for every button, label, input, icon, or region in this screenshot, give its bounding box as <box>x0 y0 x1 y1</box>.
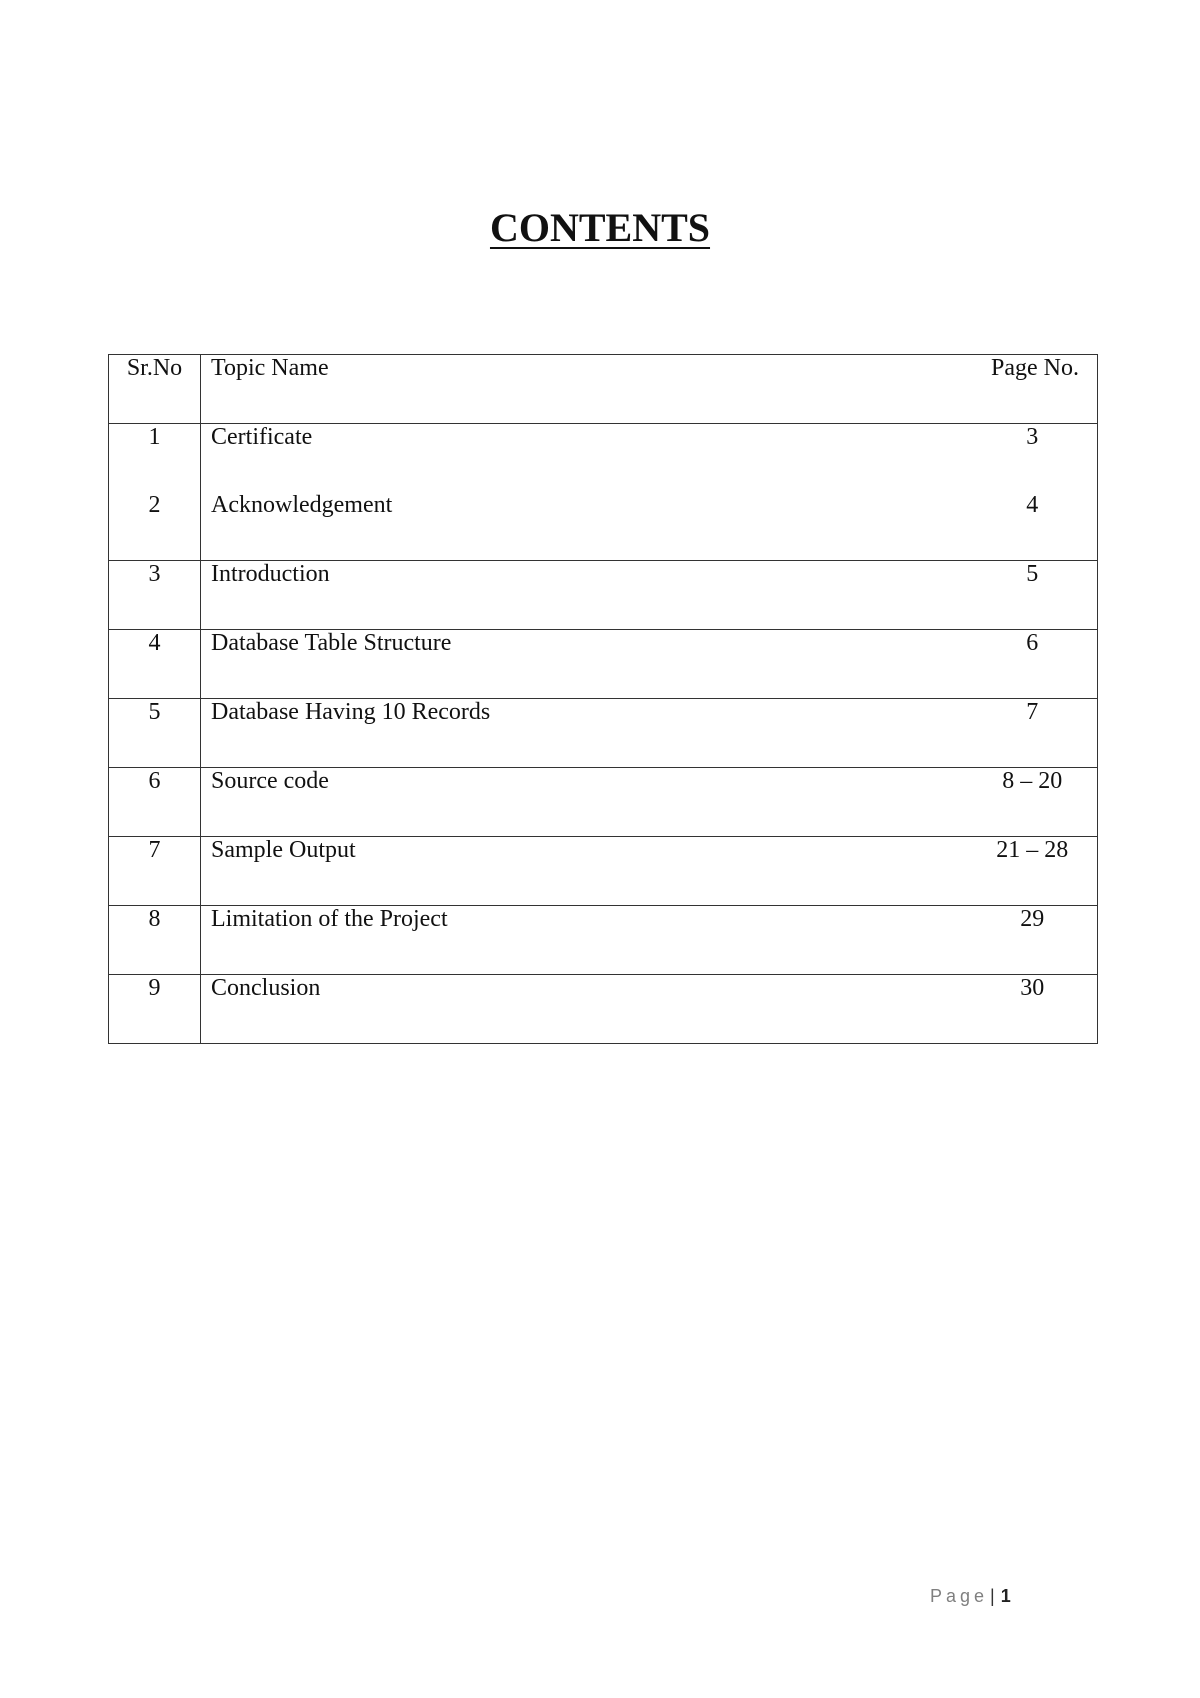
row-sr-no: 2 <box>109 492 201 561</box>
footer-page-label: Page <box>930 1586 989 1606</box>
row-page: 7 <box>968 699 1098 768</box>
table-row <box>109 424 1098 493</box>
row-page: 3 <box>968 424 1098 493</box>
table-row <box>109 837 1098 906</box>
row-page: 30 <box>968 975 1098 1044</box>
row-sr-no: 1 <box>109 424 201 493</box>
contents-table <box>108 354 1098 1044</box>
table-row <box>109 906 1098 975</box>
row-sr-no: 3 <box>109 561 201 630</box>
row-page: 6 <box>968 630 1098 699</box>
row-sr-no: 4 <box>109 630 201 699</box>
row-topic: Introduction <box>201 561 968 630</box>
row-sr-no: 7 <box>109 837 201 906</box>
table-row <box>109 768 1098 837</box>
table-row <box>109 975 1098 1044</box>
row-page: 8 – 20 <box>968 768 1098 837</box>
page-title <box>0 204 1200 252</box>
row-topic: Acknowledgement <box>201 492 968 561</box>
header-page-no: Page No. <box>968 355 1098 424</box>
row-sr-no: 8 <box>109 906 201 975</box>
table-row <box>109 699 1098 768</box>
row-page: 21 – 28 <box>968 837 1098 906</box>
page-footer <box>930 1586 1011 1607</box>
table-row <box>109 561 1098 630</box>
table-header-row <box>109 355 1098 424</box>
page-title-text: CONTENTS <box>489 205 711 250</box>
row-topic: Source code <box>201 768 968 837</box>
row-topic: Sample Output <box>201 837 968 906</box>
row-page: 4 <box>968 492 1098 561</box>
row-page: 5 <box>968 561 1098 630</box>
row-page: 29 <box>968 906 1098 975</box>
table-row <box>109 630 1098 699</box>
row-topic: Certificate <box>201 424 968 493</box>
row-topic: Database Having 10 Records <box>201 699 968 768</box>
footer-page-number: 1 <box>1000 1586 1011 1606</box>
row-sr-no: 9 <box>109 975 201 1044</box>
footer-separator: | <box>990 1586 995 1606</box>
table-row <box>109 492 1098 561</box>
row-sr-no: 6 <box>109 768 201 837</box>
row-topic: Database Table Structure <box>201 630 968 699</box>
row-sr-no: 5 <box>109 699 201 768</box>
header-sr-no: Sr.No <box>109 355 201 424</box>
row-topic: Conclusion <box>201 975 968 1044</box>
header-topic-name: Topic Name <box>201 355 968 424</box>
row-topic: Limitation of the Project <box>201 906 968 975</box>
